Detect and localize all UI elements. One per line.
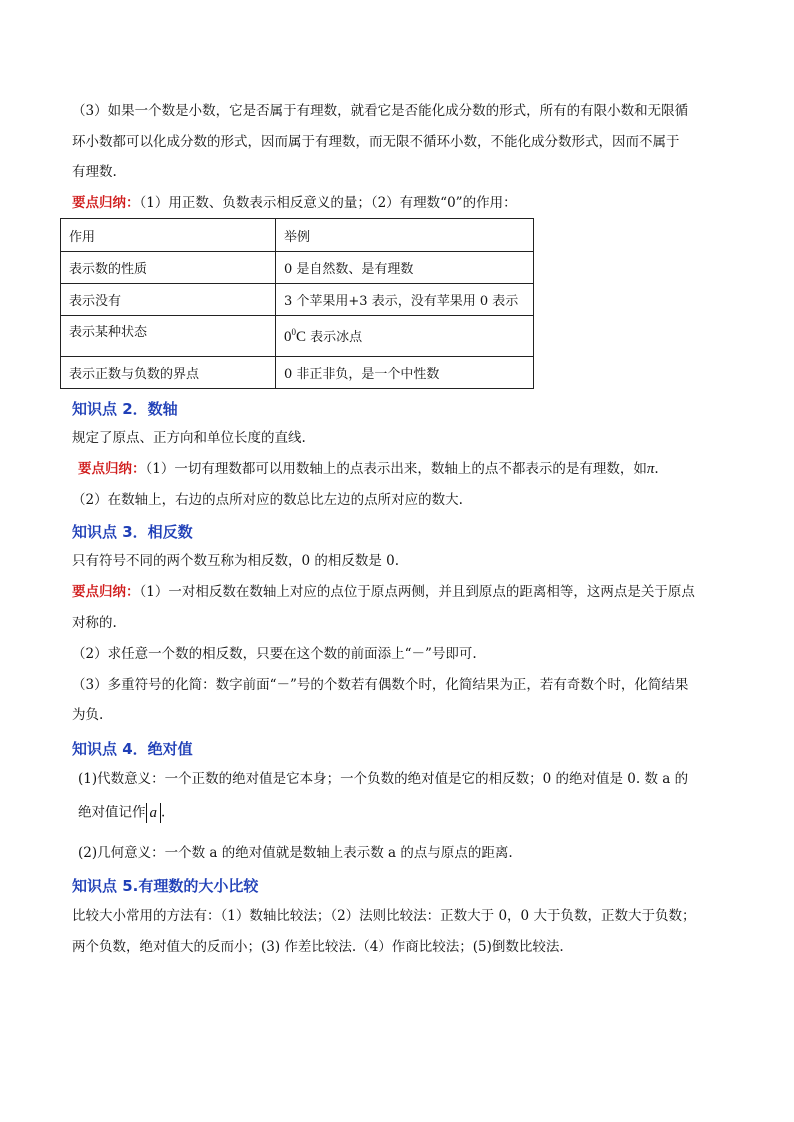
kp4-title: 知识点 4．绝对值 [72,740,193,758]
kp3-summary-line-1 [72,583,695,601]
zero-role-table [60,218,534,389]
kp4-item-1-line-1: (1)代数意义：一个正数的绝对值是它本身；一个负数的绝对值是它的相反数；0 的绝对值是 0. 数 a 的 [78,771,689,787]
summary-text: （1）一对相反数在数轴上对应的点位于原点两侧，并且到原点的距离相等，这两点是关于原点 [139,584,695,600]
table-cell [276,316,534,357]
table-row [61,357,534,389]
summary-text: （1）用正数、负数表示相反意义的量；（2）有理数“0”的作用： [139,195,517,211]
table-cell: 表示正数与负数的界点 [61,357,276,389]
kp2-definition: 规定了原点、正方向和单位长度的直线. [72,430,306,446]
kp5-line-2: 两个负数，绝对值大的反而小；(3) 作差比较法.（4）作商比较法；(5)倒数比较法. [72,939,564,955]
table-cell-text: 表示冰点 [310,330,363,345]
table-cell: 表示数的性质 [61,252,276,284]
summary-label: 要点归纳： [72,584,140,600]
intro-line-1: （3）如果一个数是小数，它是否属于有理数，就看它是否能化成分数的形式，所有的有限小数和无限循 [72,103,689,119]
temperature: $0^0C$ [284,327,307,345]
summary-label: 要点归纳： [72,195,140,211]
kp2-title: 知识点 2．数轴 [72,400,178,418]
table-cell: 0 非正非负，是一个中性数 [276,357,534,389]
kp5-title: 知识点 5.有理数的大小比较 [72,877,259,895]
kp3-item-3-line-2: 为负. [72,707,104,723]
table-row [61,316,534,357]
pi-symbol: π [646,461,655,477]
absolute-value-notation: a [146,803,162,823]
intro-line-3: 有理数. [72,164,117,180]
intro-line-2: 环小数都可以化成分数的形式，因而属于有理数，而无限不循环小数，不能化成分数形式，因而不属于 [72,134,680,150]
kp4-item-2: (2)几何意义：一个数 a 的绝对值就是数轴上表示数 a 的点与原点的距离. [78,845,513,861]
kp3-title: 知识点 3．相反数 [72,523,193,541]
table-header-row [61,219,534,252]
table-header: 举例 [276,219,534,252]
table-cell: 0 是自然数、是有理数 [276,252,534,284]
kp3-item-3-line-1: （3）多重符号的化简：数字前面“－”号的个数若有偶数个时，化简结果为正，若有奇数个时，化简结果 [72,677,689,693]
kp3-summary-line-2: 对称的. [72,615,117,631]
summary-text: （1）一切有理数都可以用数轴上的点表示出来，数轴上的点不都表示的是有理数，如 [145,461,647,477]
table-cell: 表示某种状态 [61,316,276,357]
summary-label: 要点归纳： [78,461,146,477]
kp4-item-1-line-2: 绝对值记作 a . [78,804,166,821]
table-header: 作用 [61,219,276,252]
kp2-summary: 要点归纳：（1）一切有理数都可以用数轴上的点表示出来，数轴上的点不都表示的是有理数，如π. [78,461,659,477]
table-cell: 3 个苹果用+3 表示，没有苹果用 0 表示 [276,284,534,316]
kp5-line-1: 比较大小常用的方法有：（1）数轴比较法；（2）法则比较法：正数大于 0，0 大于负数，正数大于负数； [72,908,696,924]
kp2-item-2: （2）在数轴上，右边的点所对应的数总比左边的点所对应的数大. [72,492,463,508]
kp3-item-2: （2）求任意一个数的相反数，只要在这个数的前面添上“－”号即可. [72,646,477,662]
kp1-summary [72,194,517,212]
table-cell: 表示没有 [61,284,276,316]
table-row [61,284,534,316]
table-row [61,252,534,284]
kp3-definition: 只有符号不同的两个数互称为相反数，0 的相反数是 0. [72,553,400,569]
